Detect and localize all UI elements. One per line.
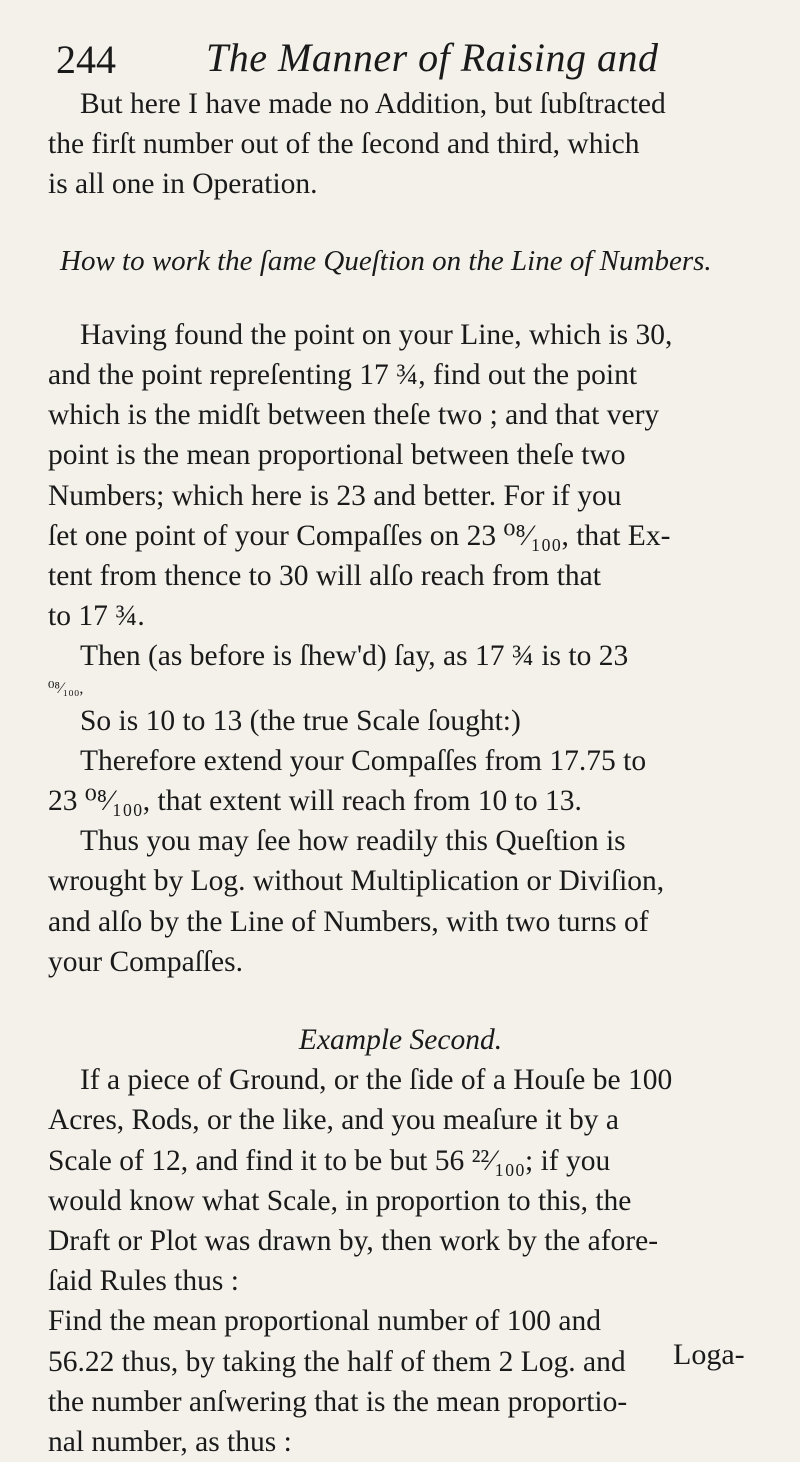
text-line: nal number, as thus : — [48, 1426, 292, 1459]
text-line: would know what Scale, in proportion to this, the — [48, 1184, 632, 1217]
text-line: which is the midſt between theſe two ; and that very — [48, 399, 660, 432]
text-line: ſaid Rules thus : — [48, 1265, 239, 1298]
text-line: the number anſwering that is the mean proportio- — [48, 1385, 628, 1418]
text-line: Therefore extend your Compaſſes from 17.75 to — [80, 744, 647, 777]
paragraph-4 — [48, 701, 753, 982]
paragraph-2 — [48, 315, 753, 637]
text-line: 23 ⁰⁸⁄₁₀₀, that extent will reach from 10 to 13. — [48, 785, 582, 818]
text-line: ⁰⁸⁄₁₀₀, — [48, 679, 84, 697]
text-line: is all one in Operation. — [48, 168, 318, 201]
paragraph-5 — [48, 1060, 753, 1462]
page-body — [48, 84, 753, 1462]
text-line: and the point repreſenting 17 ¾, find out the point — [48, 359, 638, 392]
text-line: But here I have made no Addition, but ſubſtracted — [80, 88, 666, 120]
text-line: Thus you may ſee how readily this Queſtion is — [80, 825, 626, 858]
paragraph-1 — [48, 84, 753, 205]
text-line: Numbers; which here is 23 and better. For if you — [48, 479, 622, 512]
running-title: The Manner of Raising and — [206, 35, 659, 80]
text-line: tent from thence to 30 will alſo reach from that — [48, 560, 601, 593]
text-line: Scale of 12, and find it to be but 56 ²²⁄₁₀₀; if you — [48, 1144, 611, 1177]
text-line: Then (as before is ſhew'd) ſay, as 17 ¾ is to 23 — [80, 640, 629, 673]
text-line: Draft or Plot was drawn by, then work by the afore- — [48, 1225, 659, 1258]
text-line: point is the mean proportional between theſe two — [48, 439, 626, 472]
text-line: ſet one point of your Compaſſes on 23 ⁰⁸⁄₁₀₀, that Ex- — [48, 519, 671, 552]
text-line: If a piece of Ground, or the ſide of a Houſe be 100 — [80, 1064, 673, 1097]
text-line: Find the mean proportional number of 100 and — [48, 1305, 602, 1338]
text-line: wrought by Log. without Multiplication or Diviſion, — [48, 865, 665, 898]
section-heading: How to work the ſame Queſtion on the Line of Numbers. — [60, 244, 712, 277]
text-line: your Compaſſes. — [48, 945, 244, 978]
text-line: the firſt number out of the ſecond and third, which — [48, 128, 640, 161]
text-line: 56.22 thus, by taking the half of them 2 Log. and — [48, 1345, 626, 1378]
paragraph-3 — [48, 636, 753, 700]
page-number: 244 — [56, 37, 116, 82]
text-line: to 17 ¾. — [48, 600, 145, 633]
text-line: So is 10 to 13 (the true Scale ſought:) — [80, 704, 521, 737]
text-line: Acres, Rods, or the like, and you meaſure it by a — [48, 1104, 620, 1137]
example-heading: Example Second. — [298, 1024, 503, 1057]
catchword: Loga- — [673, 1338, 745, 1371]
text-line: and alſo by the Line of Numbers, with two turns of — [48, 905, 649, 938]
text-line: Having found the point on your Line, which is 30, — [80, 318, 673, 351]
